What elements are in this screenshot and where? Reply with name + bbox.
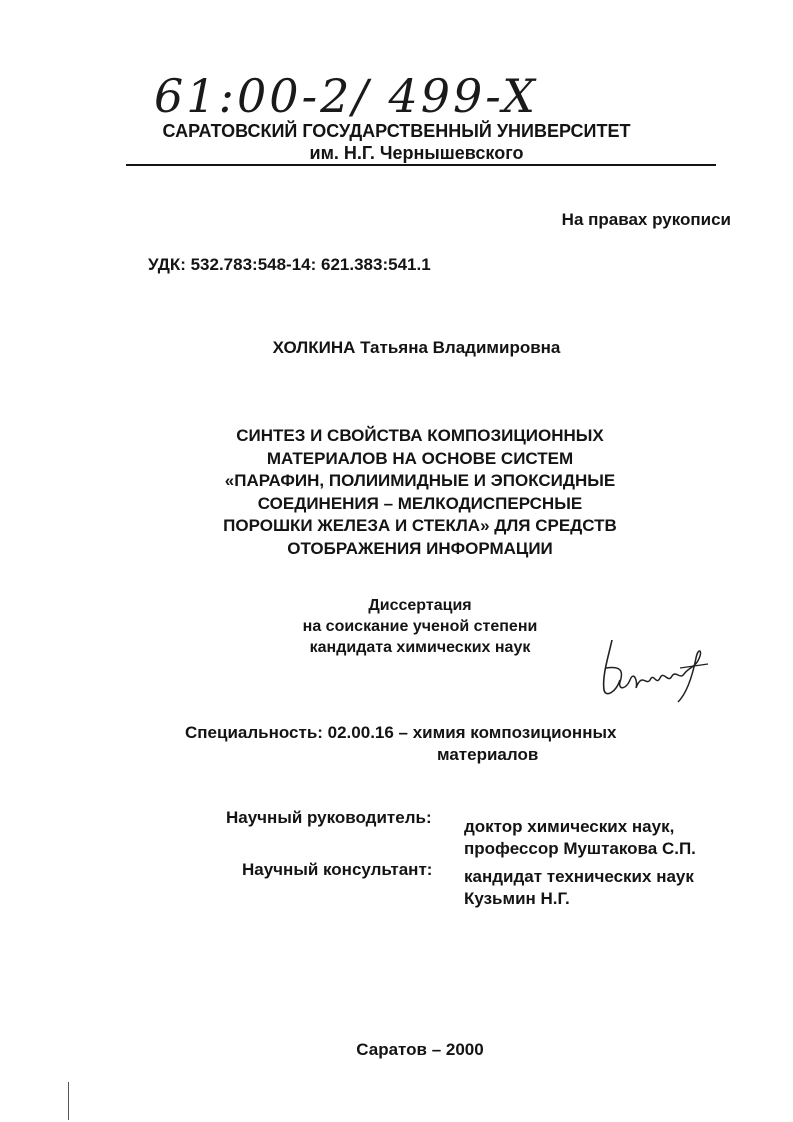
manuscript-rights: На правах рукописи	[561, 210, 731, 229]
title-line: «ПАРАФИН, ПОЛИИМИДНЫЕ И ЭПОКСИДНЫЕ	[224, 471, 616, 490]
specialty-block	[185, 722, 725, 766]
consultant-line-1: кандидат технических наук	[464, 867, 694, 886]
author-signature	[590, 628, 720, 708]
author-name: ХОЛКИНА Татьяна Владимировна	[272, 338, 561, 357]
scan-margin-line	[68, 1082, 69, 1120]
degree-line-2: на соискание ученой степени	[302, 618, 538, 635]
supervisor-label: Научный руководитель:	[226, 808, 432, 827]
consultant-label: Научный консультант:	[242, 860, 433, 879]
university-block	[0, 120, 793, 164]
title-line: СОЕДИНЕНИЯ – МЕЛКОДИСПЕРСНЫЕ	[257, 493, 583, 513]
title-line: ПОРОШКИ ЖЕЛЕЗА И СТЕКЛА» ДЛЯ СРЕДСТВ	[223, 516, 617, 535]
title-line: МАТЕРИАЛОВ НА ОСНОВЕ СИСТЕМ	[266, 448, 574, 468]
title-line: СИНТЕЗ И СВОЙСТВА КОМПОЗИЦИОННЫХ	[236, 426, 604, 445]
supervisor-line-2: профессор Муштакова С.П.	[464, 839, 696, 858]
udk-code: УДК: 532.783:548-14: 621.383:541.1	[148, 255, 431, 274]
specialty-line-1: Специальность: 02.00.16 – химия композиционных	[185, 723, 617, 742]
dissertation-title	[150, 425, 690, 560]
degree-line-1: Диссертация	[368, 597, 472, 614]
title-line: ОТОБРАЖЕНИЯ ИНФОРМАЦИИ	[287, 538, 553, 558]
university-name: САРАТОВСКИЙ ГОСУДАРСТВЕННЫЙ УНИВЕРСИТЕТ	[162, 121, 631, 141]
supervisor-line-1: доктор химических наук,	[464, 817, 675, 836]
header-divider	[126, 164, 716, 166]
specialty-line-2: материалов	[437, 745, 539, 764]
consultant-details	[464, 866, 694, 910]
city-year: Саратов – 2000	[356, 1040, 484, 1059]
supervisor-details	[464, 816, 696, 860]
university-named-after: им. Н.Г. Чернышевского	[309, 143, 524, 163]
degree-line-3: кандидата химических наук	[309, 639, 531, 656]
archive-code-text: 61:00-2/ 499-X	[154, 69, 538, 123]
consultant-line-2: Кузьмин Н.Г.	[464, 889, 570, 908]
